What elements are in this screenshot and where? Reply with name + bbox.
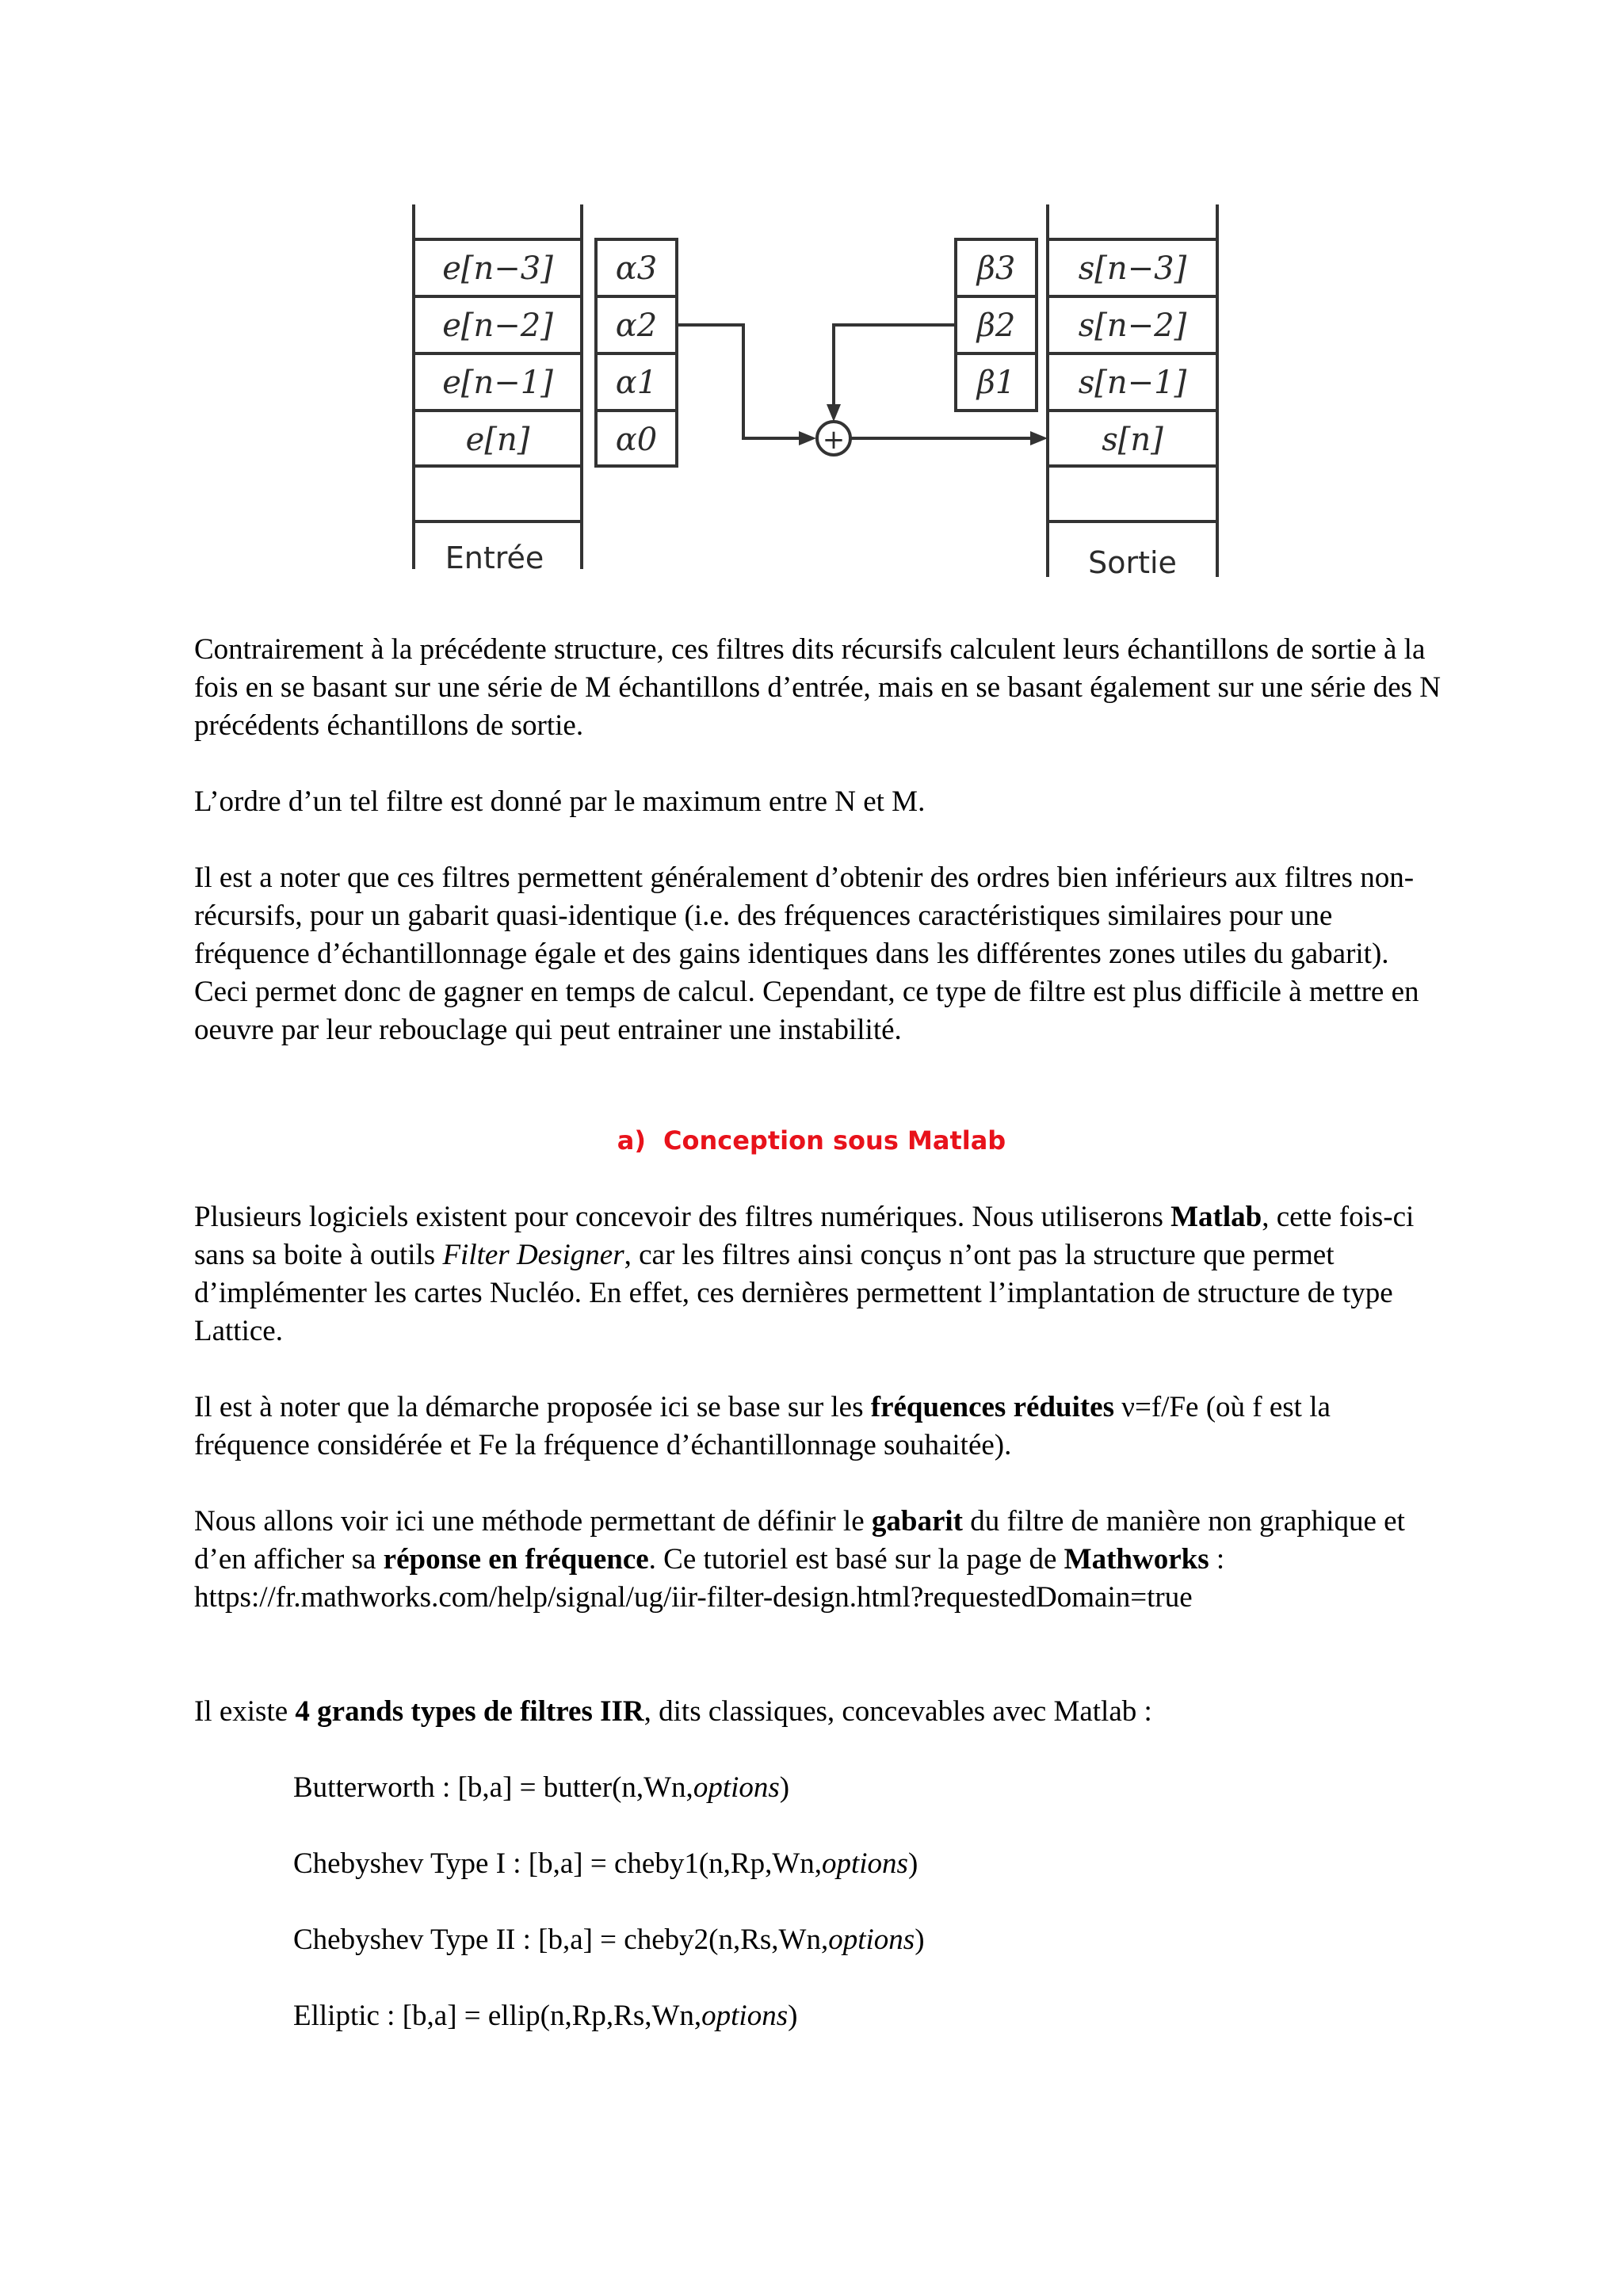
alpha-3: α3 <box>615 250 658 287</box>
section-heading-letter: a) <box>617 1125 646 1156</box>
beta-3: β3 <box>976 250 1016 287</box>
gabarit-bold: gabarit <box>871 1505 963 1538</box>
section-heading <box>0 1121 1623 1159</box>
iir-types-bold: 4 grands types de filtres IIR <box>295 1695 644 1728</box>
iir-filter-diagram <box>0 0 1623 602</box>
output-cell-n-minus-3: s[n−3] <box>1078 250 1187 287</box>
paragraph-reduced-frequencies: Il est à noter que la démarche proposée ici se base sur les fréquences réduites ν=f/Fe (où f est la fréquence considérée et Fe la fréquence d’échantillonnage souhaitée). <box>194 1391 1331 1461</box>
matlab-bold: Matlab <box>1170 1201 1262 1233</box>
alpha-0: α0 <box>615 422 658 458</box>
input-cell-n-minus-1: e[n−1] <box>442 365 553 401</box>
alpha-2: α2 <box>615 308 658 344</box>
frequency-response-bold: réponse en fréquence <box>383 1543 649 1576</box>
adder-symbol: + <box>822 424 846 456</box>
input-cell-n-minus-3: e[n−3] <box>442 250 553 287</box>
alpha-1: α1 <box>615 365 658 401</box>
output-cell-n: s[n] <box>1102 422 1163 458</box>
filter-chebyshev-1: Chebyshev Type I : [b,a] = cheby1(n,Rp,Wn,options) <box>293 1847 918 1880</box>
output-cell-n-minus-2: s[n−2] <box>1078 308 1187 344</box>
paragraph-matlab-intro: Plusieurs logiciels existent pour concevoir des filtres numériques. Nous utiliserons Matlab, cette fois-ci sans sa boite à outils Filter Designer, car les filtres ainsi conçus n’ont pas la structure que permet d’implémenter les cartes Nucléo. En effet, ces dernières permettent l’implantation de structure de type Lattice. <box>194 1201 1415 1347</box>
filter-butterworth: Butterworth : [b,a] = butter(n,Wn,options) <box>293 1771 790 1804</box>
section-heading-title: Conception sous Matlab <box>663 1125 1006 1156</box>
input-label: Entrée <box>445 541 544 575</box>
beta-2: β2 <box>976 308 1016 344</box>
filter-chebyshev-2: Chebyshev Type II : [b,a] = cheby2(n,Rs,Wn,options) <box>293 1924 925 1956</box>
beta-1: β1 <box>976 365 1016 401</box>
reduced-frequencies-bold: fréquences réduites <box>870 1391 1114 1423</box>
output-label: Sortie <box>1088 545 1177 580</box>
mathworks-bold: Mathworks <box>1064 1543 1209 1576</box>
paragraph-iir-types: Il existe 4 grands types de filtres IIR, dits classiques, concevables avec Matlab : <box>194 1695 1152 1728</box>
paragraph-recursive-filters: Contrairement à la précédente structure, ces filtres dits récursifs calculent leurs échantillons de sortie à la fois en se basant sur une série de M échantillons d’entrée, mais en se basant également sur une série des N précédents échantillons de sortie. <box>194 633 1442 742</box>
filter-elliptic: Elliptic : [b,a] = ellip(n,Rp,Rs,Wn,options) <box>293 2000 798 2032</box>
paragraph-filter-order: L’ordre d’un tel filtre est donné par le maximum entre N et M. <box>194 785 926 818</box>
input-cell-n-minus-2: e[n−2] <box>442 308 553 344</box>
filter-designer-italic: Filter Designer <box>442 1239 624 1271</box>
input-cell-n: e[n] <box>465 422 530 458</box>
paragraph-advantages: Il est a noter que ces filtres permettent généralement d’obtenir des ordres bien inférieurs aux filtres non-récursifs, pour un gabarit quasi-identique (i.e. des fréquences caractéristiques similaires pour une fréquence d’échantillonnage égale et des gains identiques dans les différentes zones utiles du gabarit). Ceci permet donc de gagner en temps de calcul. Cependant, ce type de filtre est plus difficile à mettre en oeuvre par leur rebouclage qui peut entrainer une instabilité. <box>194 861 1419 1046</box>
paragraph-gabarit: Nous allons voir ici une méthode permettant de définir le gabarit du filtre de manière non graphique et d’en afficher sa réponse en fréquence. Ce tutoriel est basé sur la page de Mathworks : https://fr.mathworks.com/help/signal/ug/iir-filter-design.html?requestedDomain=true <box>194 1505 1405 1614</box>
output-cell-n-minus-1: s[n−1] <box>1078 365 1187 401</box>
